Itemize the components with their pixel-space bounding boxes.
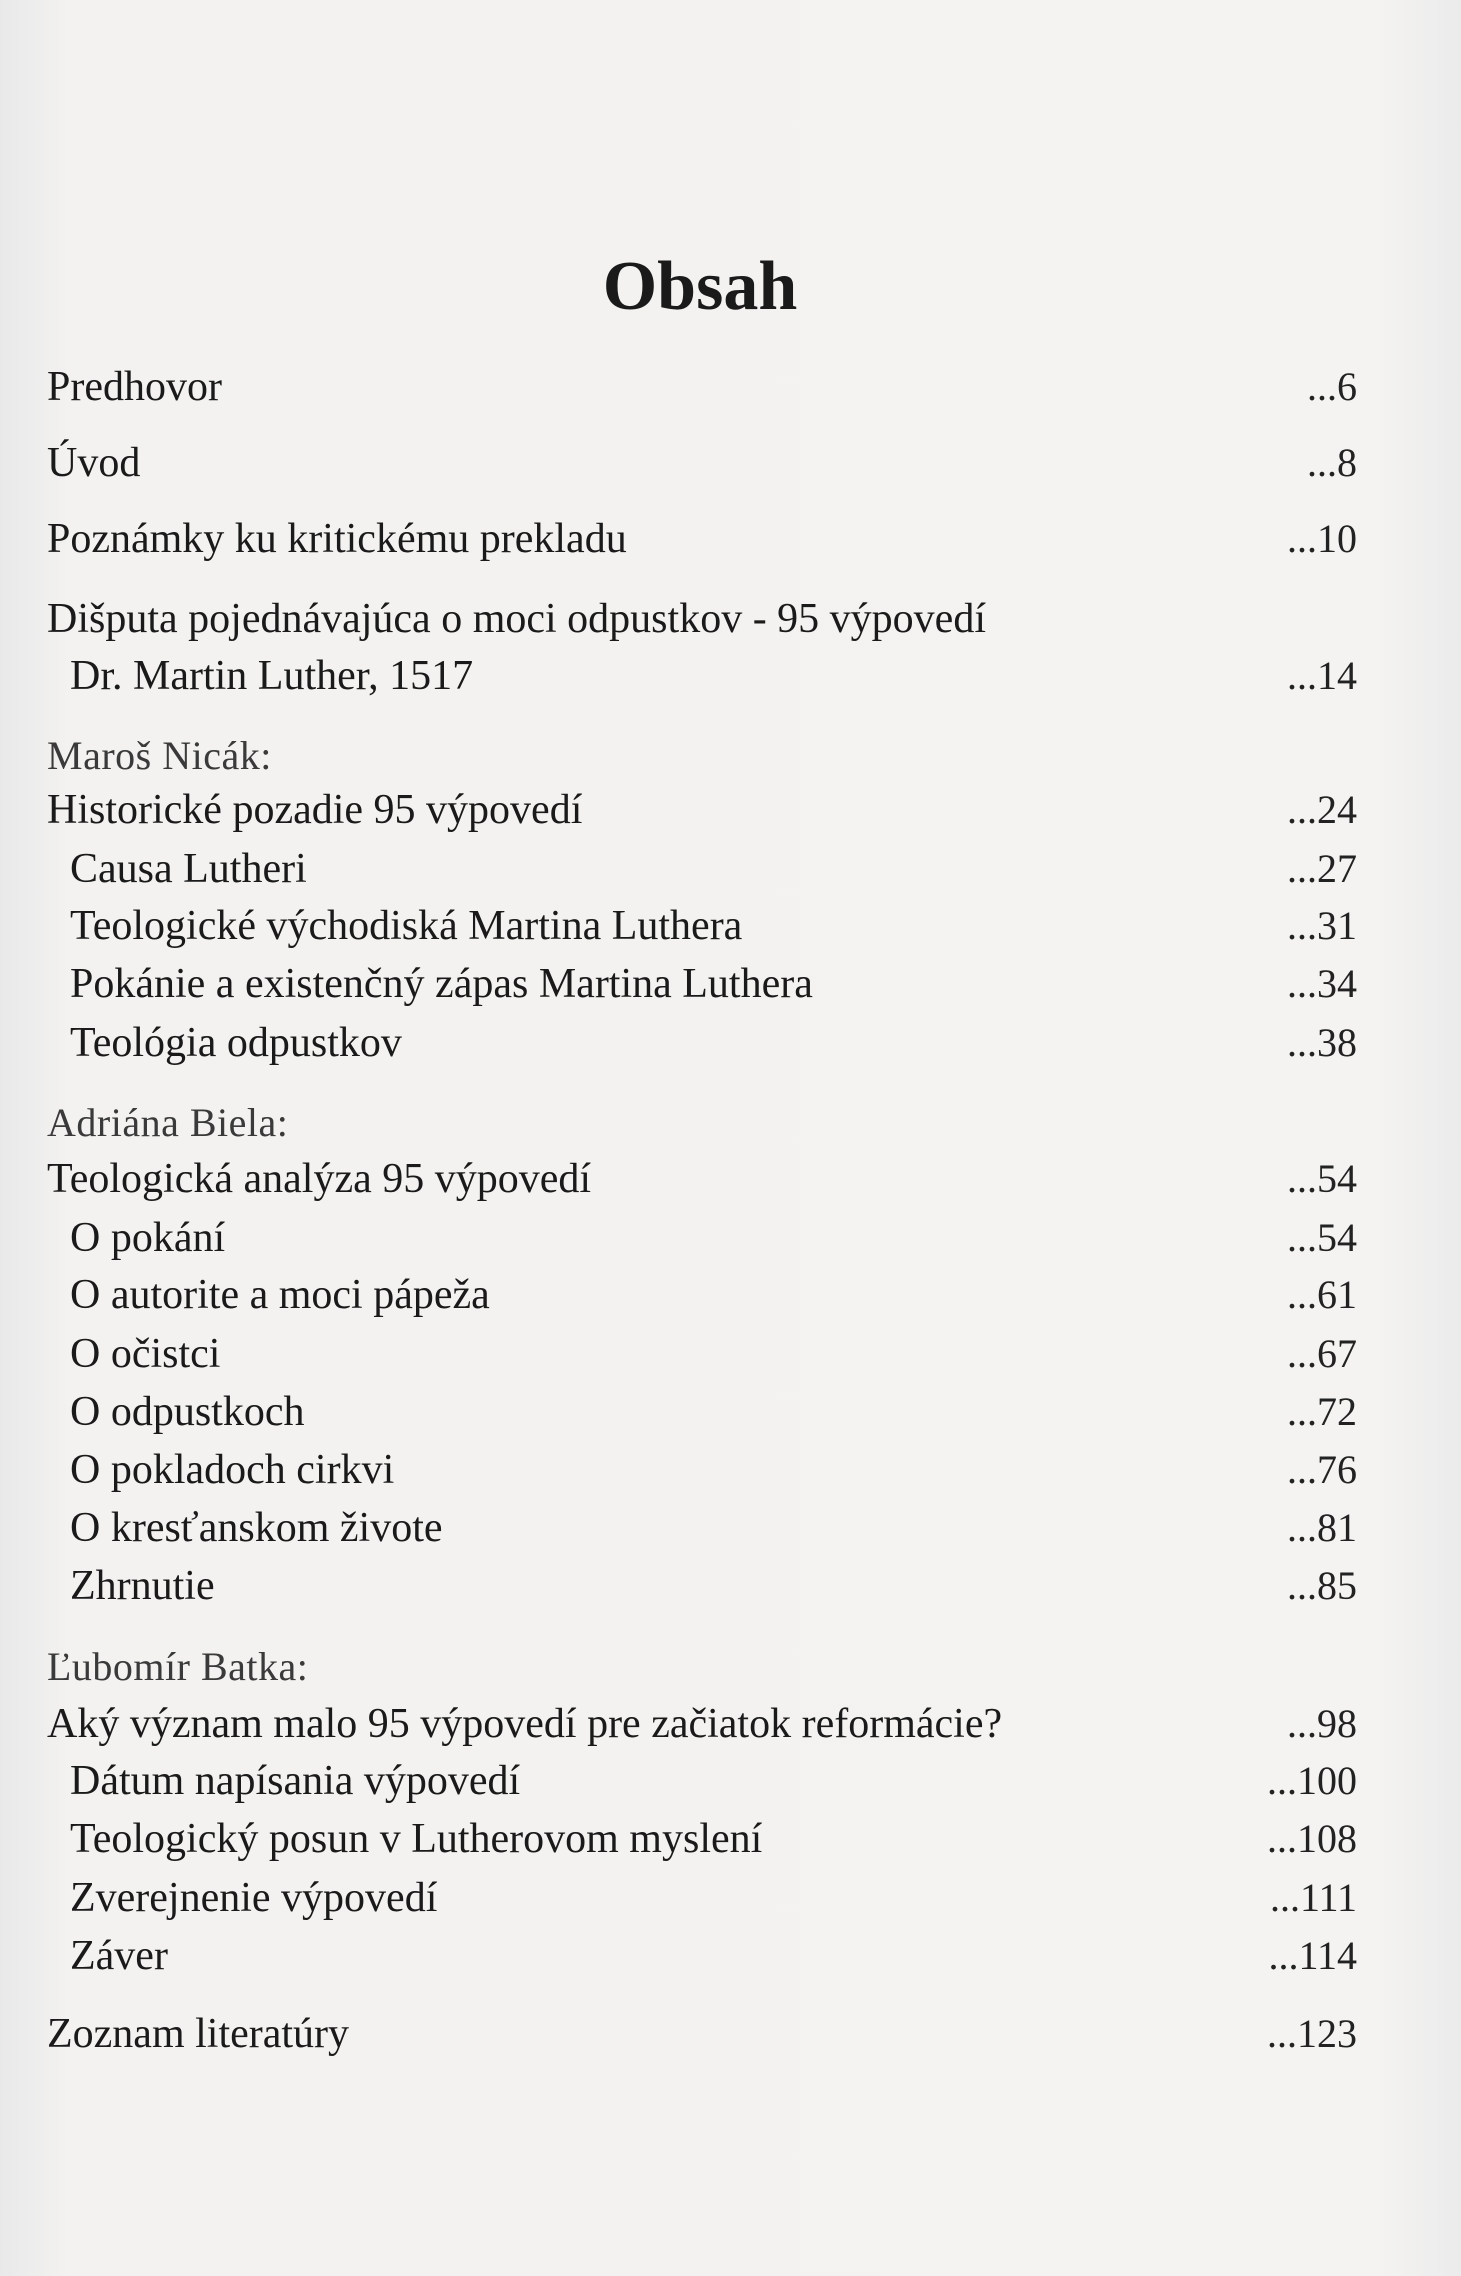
toc-entry-page: ...98 <box>1287 1701 1357 1746</box>
toc-entry <box>0 1209 1461 1267</box>
toc-entry <box>0 1150 1461 1208</box>
toc-entry-label: Teologický posun v Lutherovom myslení <box>70 1816 763 1862</box>
toc-entry <box>0 1441 1461 1499</box>
toc-entry-page: ...54 <box>1287 1215 1357 1260</box>
toc-entry-label: O očistci <box>70 1331 221 1377</box>
toc-entry <box>0 1499 1461 1557</box>
toc-entry-page: ...38 <box>1287 1020 1357 1065</box>
toc-entry-page: ...8 <box>1307 440 1357 485</box>
toc-entry <box>0 1869 1461 1927</box>
toc-author <box>0 1094 1461 1152</box>
toc-entry-page: ...14 <box>1287 653 1357 698</box>
toc-entry-page: ...10 <box>1287 516 1357 561</box>
toc-entry-label: O kresťanskom živote <box>70 1505 443 1551</box>
toc-entry-label: Záver <box>70 1933 168 1979</box>
toc-author-label: Maroš Nicák: <box>47 733 272 778</box>
toc-entry-label: Teológia odpustkov <box>70 1020 402 1066</box>
toc-entry <box>0 897 1461 955</box>
toc-entry-label: Zoznam literatúry <box>47 2011 350 2057</box>
toc-entry-page: ...81 <box>1287 1505 1357 1550</box>
toc-entry-page: ...54 <box>1287 1156 1357 1201</box>
toc-entry-label: Dátum napísania výpovedí <box>70 1758 521 1804</box>
toc-entry-page: ...6 <box>1307 364 1357 409</box>
toc-entry-page: ...111 <box>1269 1875 1357 1920</box>
toc-entry <box>0 1927 1461 1985</box>
toc-entry <box>0 358 1461 416</box>
toc-entry-label: Historické pozadie 95 výpovedí <box>47 787 583 833</box>
toc-entry <box>0 2005 1461 2063</box>
toc-entry <box>0 1752 1461 1810</box>
toc-entry-label: Predhovor <box>47 364 222 410</box>
toc-entry <box>0 434 1461 492</box>
toc-entry-label: O autorite a moci pápeža <box>70 1272 490 1318</box>
toc-entry-label: Teologické východiská Martina Luthera <box>70 903 743 949</box>
toc-entry-label: Zverejnenie výpovedí <box>70 1875 438 1921</box>
toc-entry-page: ...114 <box>1268 1933 1357 1978</box>
toc-entry-label: Dr. Martin Luther, 1517 <box>70 653 474 699</box>
toc-entry-page: ...34 <box>1287 961 1357 1006</box>
toc-entry-label: Dišputa pojednávajúca o moci odpustkov - 95 výpovedí <box>47 596 986 642</box>
toc-entry-page: ...61 <box>1287 1272 1357 1317</box>
toc-author <box>0 1638 1461 1696</box>
toc-entry <box>0 1014 1461 1072</box>
toc-author-label: Adriána Biela: <box>47 1100 289 1145</box>
toc-entry-label: Causa Lutheri <box>70 846 307 892</box>
toc-entry <box>0 1383 1461 1441</box>
toc-entry <box>0 1266 1461 1324</box>
toc-entry-label: O odpustkoch <box>70 1389 305 1435</box>
toc-entry-label: Poznámky ku kritickému prekladu <box>47 516 627 562</box>
toc-entry-page: ...100 <box>1267 1758 1357 1803</box>
toc-entry <box>0 1557 1461 1615</box>
toc-entry-label: O pokladoch cirkvi <box>70 1447 395 1493</box>
toc-entry-label: Zhrnutie <box>70 1563 215 1609</box>
toc-entry-page: ...72 <box>1287 1389 1357 1434</box>
toc-entry-page: ...31 <box>1287 903 1357 948</box>
toc-author <box>0 727 1461 785</box>
toc-entry <box>0 590 1461 648</box>
toc-entry-page: ...76 <box>1287 1447 1357 1492</box>
toc-entry <box>0 1810 1461 1868</box>
toc-entry <box>0 1325 1461 1383</box>
toc-entry <box>0 1695 1461 1753</box>
toc-entry <box>0 781 1461 839</box>
toc-entry-page: ...27 <box>1287 846 1357 891</box>
toc-entry-page: ...108 <box>1267 1816 1357 1861</box>
toc-entry-page: ...85 <box>1287 1563 1357 1608</box>
page-title: Obsah <box>602 247 798 325</box>
toc-entry <box>0 647 1461 705</box>
toc-entry-label: Aký význam malo 95 výpovedí pre začiatok reformácie? <box>47 1701 1003 1747</box>
toc-entry-label: Úvod <box>47 440 141 486</box>
toc-entry-page: ...67 <box>1287 1331 1357 1376</box>
toc-entry-label: O pokání <box>70 1215 226 1261</box>
toc-entry-label: Teologická analýza 95 výpovedí <box>47 1156 592 1202</box>
toc-author-label: Ľubomír Batka: <box>47 1644 309 1689</box>
toc-entry <box>0 510 1461 568</box>
toc-entry <box>0 840 1461 898</box>
toc-entry-page: ...24 <box>1287 787 1357 832</box>
toc-entry-page: ...123 <box>1267 2011 1357 2056</box>
toc-entry-label: Pokánie a existenčný zápas Martina Luthera <box>70 961 813 1007</box>
toc-entry <box>0 955 1461 1013</box>
